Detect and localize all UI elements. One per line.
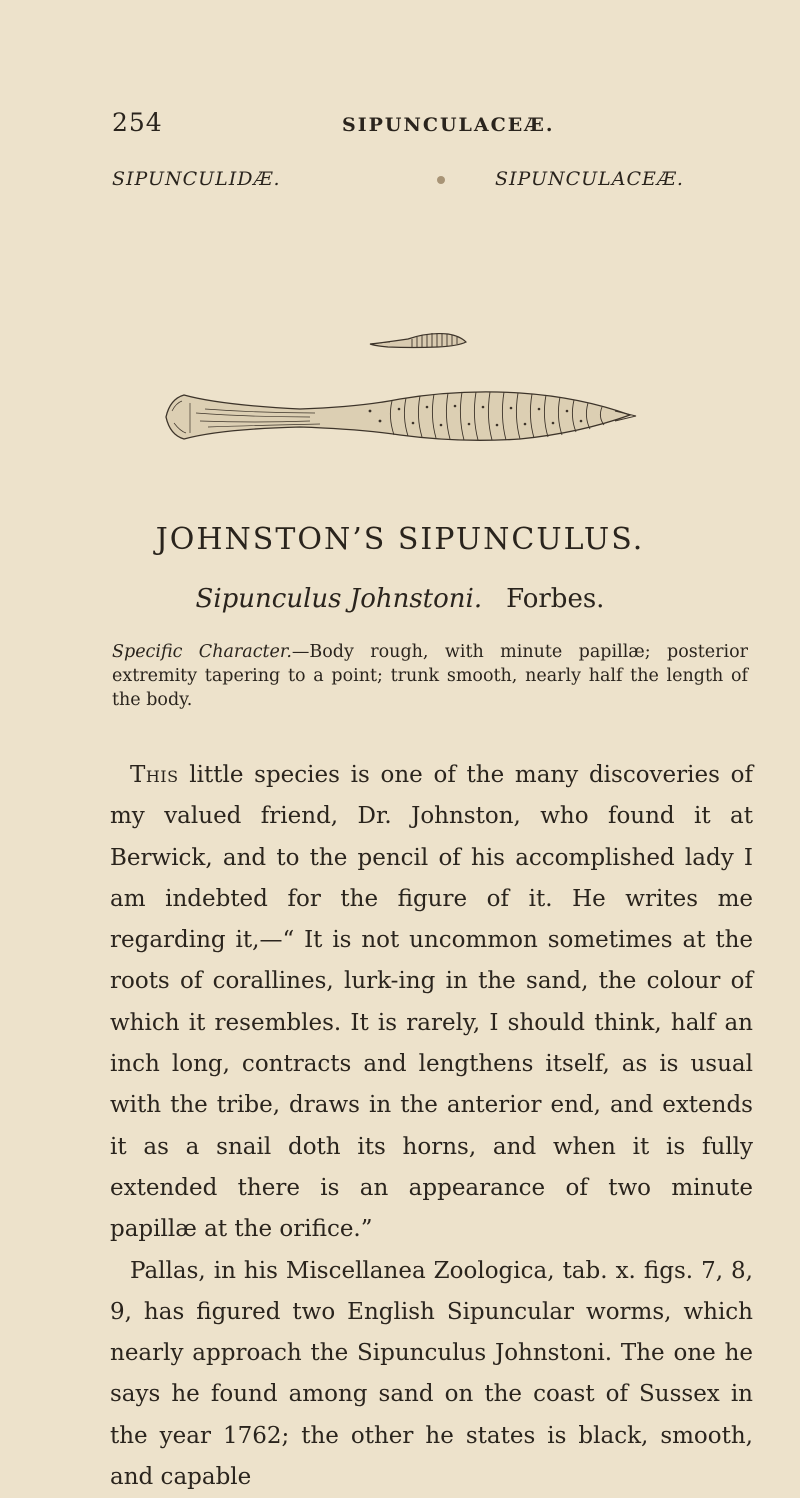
- specific-character-label: Specific Character.: [112, 642, 292, 662]
- paragraph: [110, 755, 753, 1251]
- page-title: JOHNSTON’S SIPUNCULUS.: [155, 522, 645, 557]
- ornament-dot-icon: [437, 176, 445, 184]
- order-heading: SIPUNCULACEÆ.: [495, 168, 684, 190]
- species-line: [0, 584, 800, 614]
- species-authority: Forbes.: [506, 584, 605, 614]
- body-text: [110, 755, 753, 1498]
- specific-character: [112, 640, 748, 712]
- paragraph-lead: This: [130, 762, 179, 788]
- sipunculus-extended-drawing: [160, 377, 640, 457]
- running-head: [112, 108, 740, 148]
- classification-headings: [112, 168, 740, 198]
- specific-character-text: —Body rough, with minute papillæ; posterior extremity tapering to a point; trunk smooth, nearly half the length of the body.: [112, 642, 748, 710]
- running-title: SIPUNCULACEÆ.: [342, 114, 555, 136]
- paragraph-text: little species is one of the many discoveries of my valued friend, Dr. Johnston, who found it at Berwick, and to the pencil of his accomplished lady I am indebted for the figure of it. He writes me regarding it,—“ It is not uncommon sometimes at the roots of corallines, lurk-ing in the sand, the colour of which it resembles. It is rarely, I should think, half an inch long, contracts and lengthens itself, as is usual with the tribe, draws in the anterior end, and extends it as a snail doth its horns, and when it is fully extended there is an appearance of two minute papillæ at the orifice.”: [110, 762, 753, 1243]
- species-name: Sipunculus Johnstoni.: [195, 584, 483, 614]
- paragraph: [110, 1251, 753, 1498]
- page-number: 254: [112, 108, 163, 137]
- sipunculus-small-drawing: [368, 324, 468, 354]
- family-heading: SIPUNCULIDÆ.: [112, 168, 281, 190]
- paragraph-text: Pallas, in his Miscellanea Zoologica, tab. x. figs. 7, 8, 9, has figured two English Sipuncular worms, which nearly approach the Sipunculus Johnstoni. The one he says he found among sand on the coast of Sussex in the year 1762; the other he states is black, smooth, and capable: [110, 1257, 753, 1491]
